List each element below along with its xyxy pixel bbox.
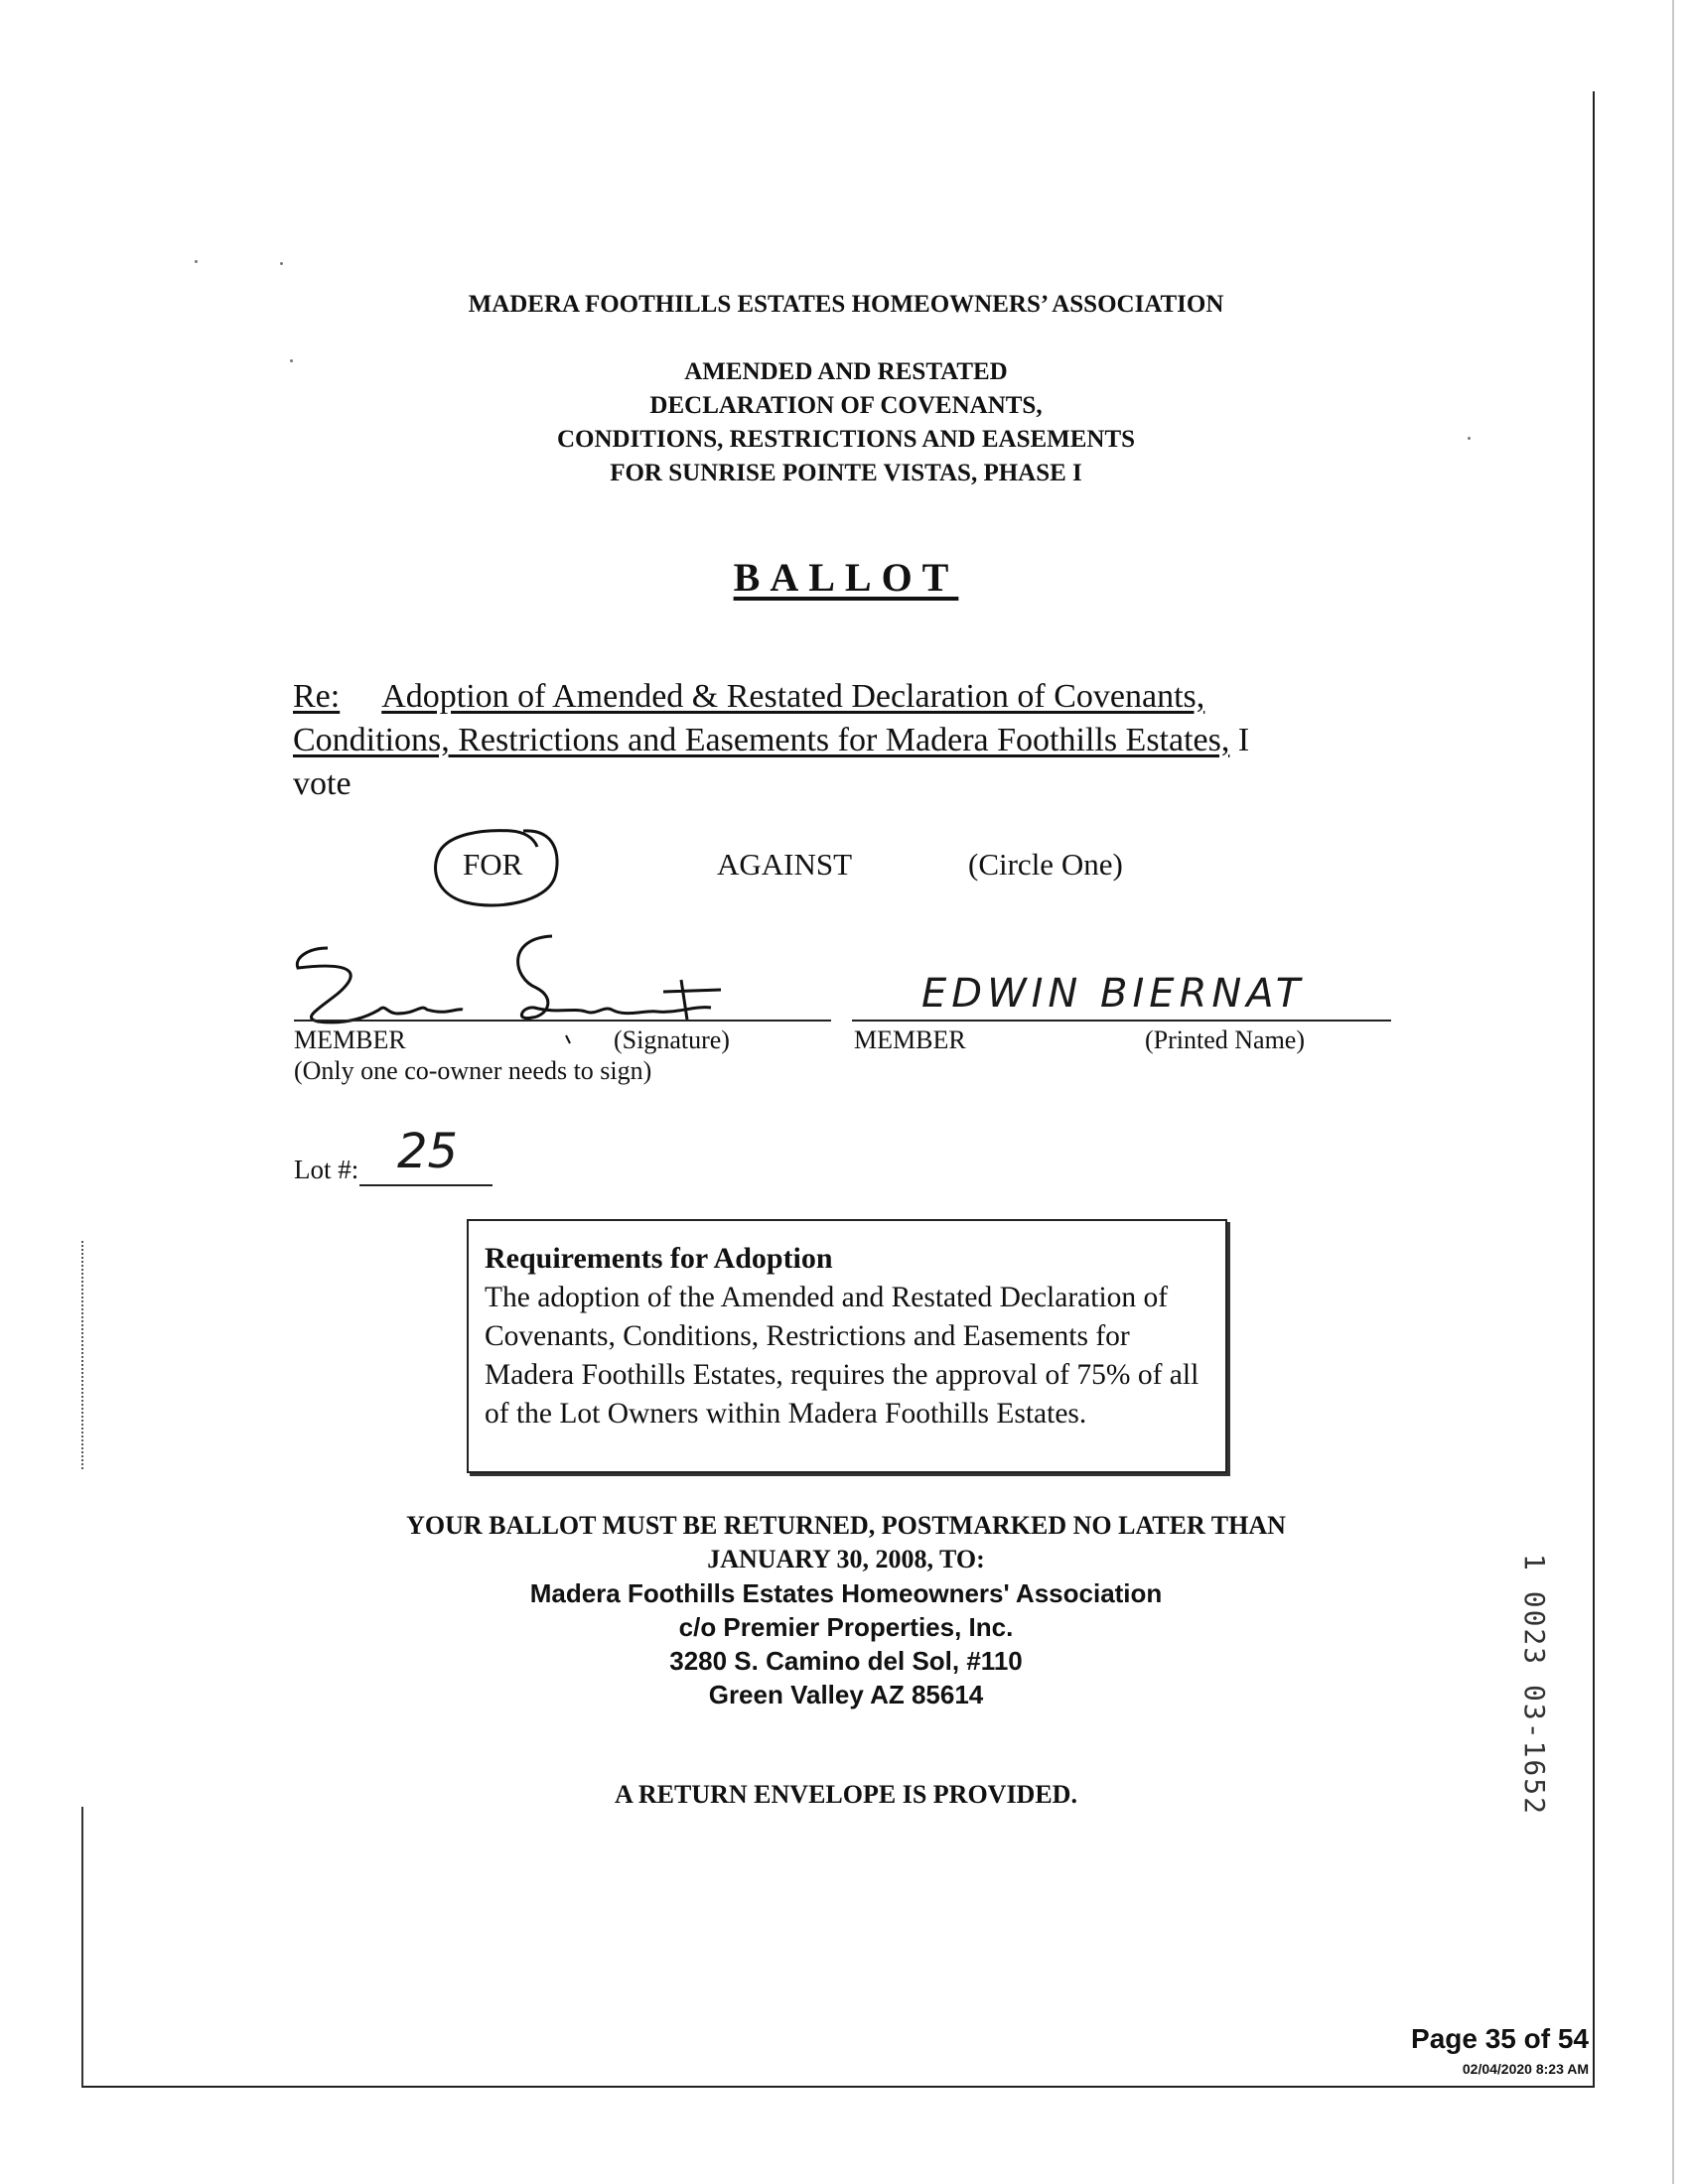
member-name-label: MEMBER (854, 1025, 966, 1054)
vote-instruction: (Circle One) (968, 847, 1123, 882)
scan-speck (280, 262, 283, 265)
printed-name-value[interactable]: EDWIN BIERNAT (921, 971, 1306, 1017)
lot-number-value[interactable]: 25 (397, 1124, 459, 1179)
ballot-title-text: BALLOT (733, 555, 959, 600)
scan-speck (195, 260, 198, 263)
co-owner-note: (Only one co-owner needs to sign) (294, 1056, 652, 1085)
return-instructions (0, 1509, 1692, 1711)
re-line-2-tail: I (1229, 722, 1250, 758)
declaration-line: DECLARATION OF COVENANTS, (649, 392, 1043, 419)
vote-option-against[interactable]: AGAINST (717, 847, 853, 882)
printed-name-caption: (Printed Name) (1145, 1025, 1306, 1054)
vote-option-for[interactable]: FOR (463, 847, 523, 882)
envelope-note: A RETURN ENVELOPE IS PROVIDED. (615, 1780, 1077, 1809)
return-date-line: JANUARY 30, 2008, TO: (707, 1545, 985, 1573)
requirements-box (467, 1219, 1227, 1473)
printed-name-line (852, 1020, 1391, 1022)
page-number: Page 35 of 54 (1411, 2023, 1589, 2054)
document-stamp-code: 1 0023 03-1652 (1518, 1554, 1551, 1817)
member-signature-label: MEMBER (294, 1025, 406, 1054)
return-address-line: c/o Premier Properties, Inc. (678, 1612, 1014, 1642)
declaration-title (0, 355, 1692, 490)
signature-line (294, 1020, 831, 1022)
dotted-margin-mark (81, 1241, 83, 1469)
page-border-bottom (81, 2086, 1595, 2088)
page-border-left (81, 1807, 83, 2087)
lot-line (359, 1184, 493, 1186)
scan-edge (1672, 0, 1674, 2184)
declaration-line: AMENDED AND RESTATED (684, 358, 1008, 385)
ballot-subject (293, 675, 1405, 806)
re-label: Re: (293, 678, 341, 715)
page-timestamp: 02/04/2020 8:23 AM (1462, 2061, 1589, 2077)
re-line-2: Conditions, Restrictions and Easements for Madera Foothills Estates, (293, 722, 1230, 758)
requirements-body: The adoption of the Amended and Restated Declaration of Covenants, Conditions, Restrictions and Easements for Madera Foothills Estates, requires the approval of 75% of all of the Lot Owners within Madera Foothills Estates. (485, 1282, 1199, 1430)
ballot-title (0, 554, 1692, 601)
declaration-line: FOR SUNRISE POINTE VISTAS, PHASE I (610, 460, 1082, 486)
lot-label: Lot #: (294, 1155, 359, 1184)
return-address-line: Green Valley AZ 85614 (708, 1680, 984, 1709)
declaration-line: CONDITIONS, RESTRICTIONS AND EASEMENTS (556, 426, 1136, 453)
re-line-1: Adoption of Amended & Restated Declaration of Covenants, (381, 678, 1205, 715)
requirements-title: Requirements for Adoption (485, 1242, 833, 1275)
re-line-3: vote (293, 765, 352, 802)
return-address-line: 3280 S. Camino del Sol, #110 (669, 1646, 1023, 1676)
signature-caption: (Signature) (614, 1025, 730, 1054)
association-title: MADERA FOOTHILLS ESTATES HOMEOWNERS’ ASSOCIATION (468, 291, 1224, 318)
return-address-line: Madera Foothills Estates Homeowners' Association (529, 1578, 1163, 1608)
return-deadline-line: YOUR BALLOT MUST BE RETURNED, POSTMARKED NO LATER THAN (406, 1511, 1286, 1540)
